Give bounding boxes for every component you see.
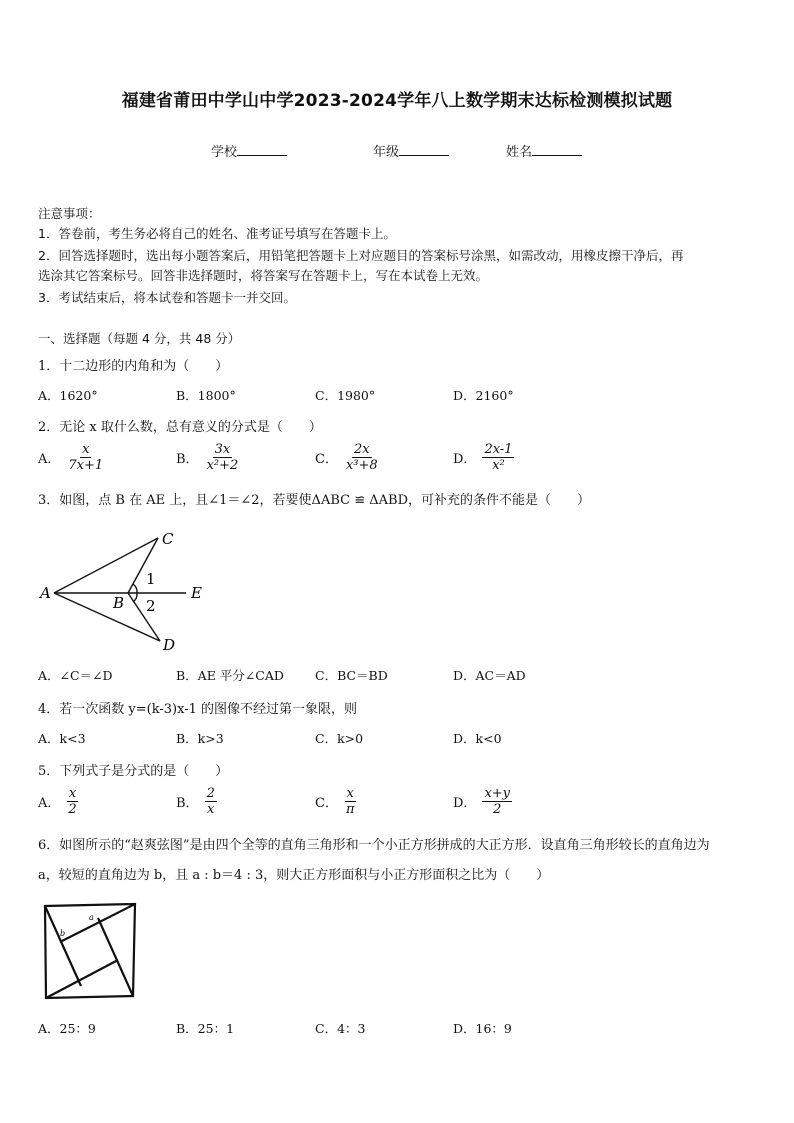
name-blank (532, 143, 582, 156)
denominator: 2 (68, 802, 77, 817)
numerator: 3x (214, 442, 231, 457)
fraction (66, 786, 78, 817)
question-2-stem: 2．无论 x 取什么数，总有意义的分式是（ ） (38, 420, 322, 435)
q2-option-a (38, 442, 105, 473)
side-b-label: b (60, 929, 66, 938)
grade-field (373, 141, 449, 160)
denominator: x (207, 802, 215, 817)
notice-item: 3．考试结束后，将本试卷和答题卡一并交回。 (38, 290, 296, 305)
numerator: x (82, 442, 90, 457)
denominator: 7x+1 (68, 458, 104, 473)
q6-option-b: B．25：1 (176, 1021, 235, 1036)
angle-2-label: 2 (146, 597, 156, 615)
q5-option-c (315, 786, 357, 817)
q5-option-d (453, 786, 512, 817)
option-label: C． (315, 452, 338, 467)
numerator: 2 (206, 786, 215, 801)
q6-option-c: C．4：3 (315, 1021, 366, 1036)
question-4-stem: 4．若一次函数 y=(k-3)x-1 的图像不经过第一象限，则 (38, 702, 357, 717)
notice-item: 2．回答选择题时，选出每小题答案后，用铅笔把答题卡上对应题目的答案标号涂黑，如需改动，用橡皮擦干净后，再 (38, 248, 684, 263)
side-a-label: a (89, 913, 94, 922)
grade-blank (399, 143, 449, 156)
question-3-stem: 3．如图，点 B 在 AE 上，且∠1＝∠2，若要使ΔABC ≌ ΔABD，可补充的条件不能是（ ） (38, 493, 590, 508)
label-d: D (163, 636, 176, 654)
denominator: x³+8 (345, 458, 378, 473)
option-label: A． (38, 796, 61, 811)
notice-item: 选涂其它答案标号。回答非选择题时，将答案写在答题卡上，写在本试卷上无效。 (38, 268, 489, 283)
page-title: 福建省莆田中学山中学2023-2024学年八上数学期末达标检测模拟试题 (121, 91, 673, 111)
q6-option-d: D．16：9 (453, 1021, 512, 1036)
q3-option-c: C．BC＝BD (315, 668, 388, 683)
label-c: C (162, 530, 174, 548)
q1-option-d: D．2160° (453, 388, 514, 403)
numerator: x+y (484, 786, 511, 801)
denominator: x² (492, 458, 505, 473)
notice-heading: 注意事项： (38, 206, 101, 221)
denominator: 2 (493, 802, 502, 817)
fraction (66, 442, 105, 473)
label-a: A (40, 584, 51, 602)
question-6-stem-line-1: 6．如图所示的“赵爽弦图”是由四个全等的直角三角形和一个小正方形拼成的大正方形．设直角三角形较长的直角边为 (38, 838, 710, 853)
question-5-stem: 5．下列式子是分式的是（ ） (38, 764, 229, 779)
school-field (211, 141, 287, 160)
grade-label: 年级 (373, 145, 400, 160)
q4-option-a: A．k<3 (38, 731, 86, 746)
q3-option-d: D．AC＝AD (453, 668, 526, 683)
q5-option-a (38, 786, 79, 817)
denominator: x²+2 (206, 458, 239, 473)
school-label: 学校 (211, 145, 238, 160)
q4-option-d: D．k<0 (453, 731, 502, 746)
numerator: 2x-1 (484, 442, 513, 457)
q1-option-b: B．1800° (176, 388, 236, 403)
option-label: D． (453, 796, 477, 811)
option-label: B． (176, 452, 199, 467)
q5-option-b (176, 786, 217, 817)
denominator: π (345, 802, 355, 817)
q2-option-d (453, 442, 514, 473)
q2-option-c (315, 442, 380, 473)
q1-option-c: C．1980° (315, 388, 376, 403)
q3-option-a: A．∠C＝∠D (38, 668, 113, 683)
fraction (344, 442, 380, 473)
q1-option-a: A．1620° (38, 388, 98, 403)
angle-1-label: 1 (146, 570, 156, 588)
school-blank (237, 143, 287, 156)
zhaoshuang-figure (40, 900, 140, 1002)
fraction (205, 786, 217, 817)
triangle-figure (36, 526, 216, 656)
option-label: A． (38, 452, 61, 467)
q2-option-b (176, 442, 240, 473)
fraction (482, 442, 514, 473)
option-label: D． (453, 452, 477, 467)
q4-option-c: C．k>0 (315, 731, 364, 746)
label-b: B (113, 594, 125, 612)
option-label: C． (315, 796, 338, 811)
fraction (205, 442, 241, 473)
question-1-stem: 1．十二边形的内角和为（ ） (38, 359, 229, 374)
q6-option-a: A．25：9 (38, 1021, 96, 1036)
label-e: E (191, 584, 202, 602)
option-label: B． (176, 796, 199, 811)
fraction (482, 786, 512, 817)
name-field (506, 141, 582, 160)
numerator: 2x (354, 442, 370, 457)
numerator: x (68, 786, 77, 801)
section-heading: 一、选择题（每题 4 分，共 48 分） (38, 331, 241, 346)
question-6-stem-line-2: a，较短的直角边为 b，且 a : b＝4 : 3，则大正方形面积与小正方形面积之比为（ ） (38, 868, 550, 883)
numerator: x (346, 786, 354, 801)
fraction (344, 786, 357, 817)
q3-option-b: B．AE 平分∠CAD (176, 668, 284, 683)
notice-item: 1．答卷前，考生务必将自己的姓名、准考证号填写在答题卡上。 (38, 226, 396, 241)
q4-option-b: B．k>3 (176, 731, 224, 746)
name-label: 姓名 (506, 145, 533, 160)
